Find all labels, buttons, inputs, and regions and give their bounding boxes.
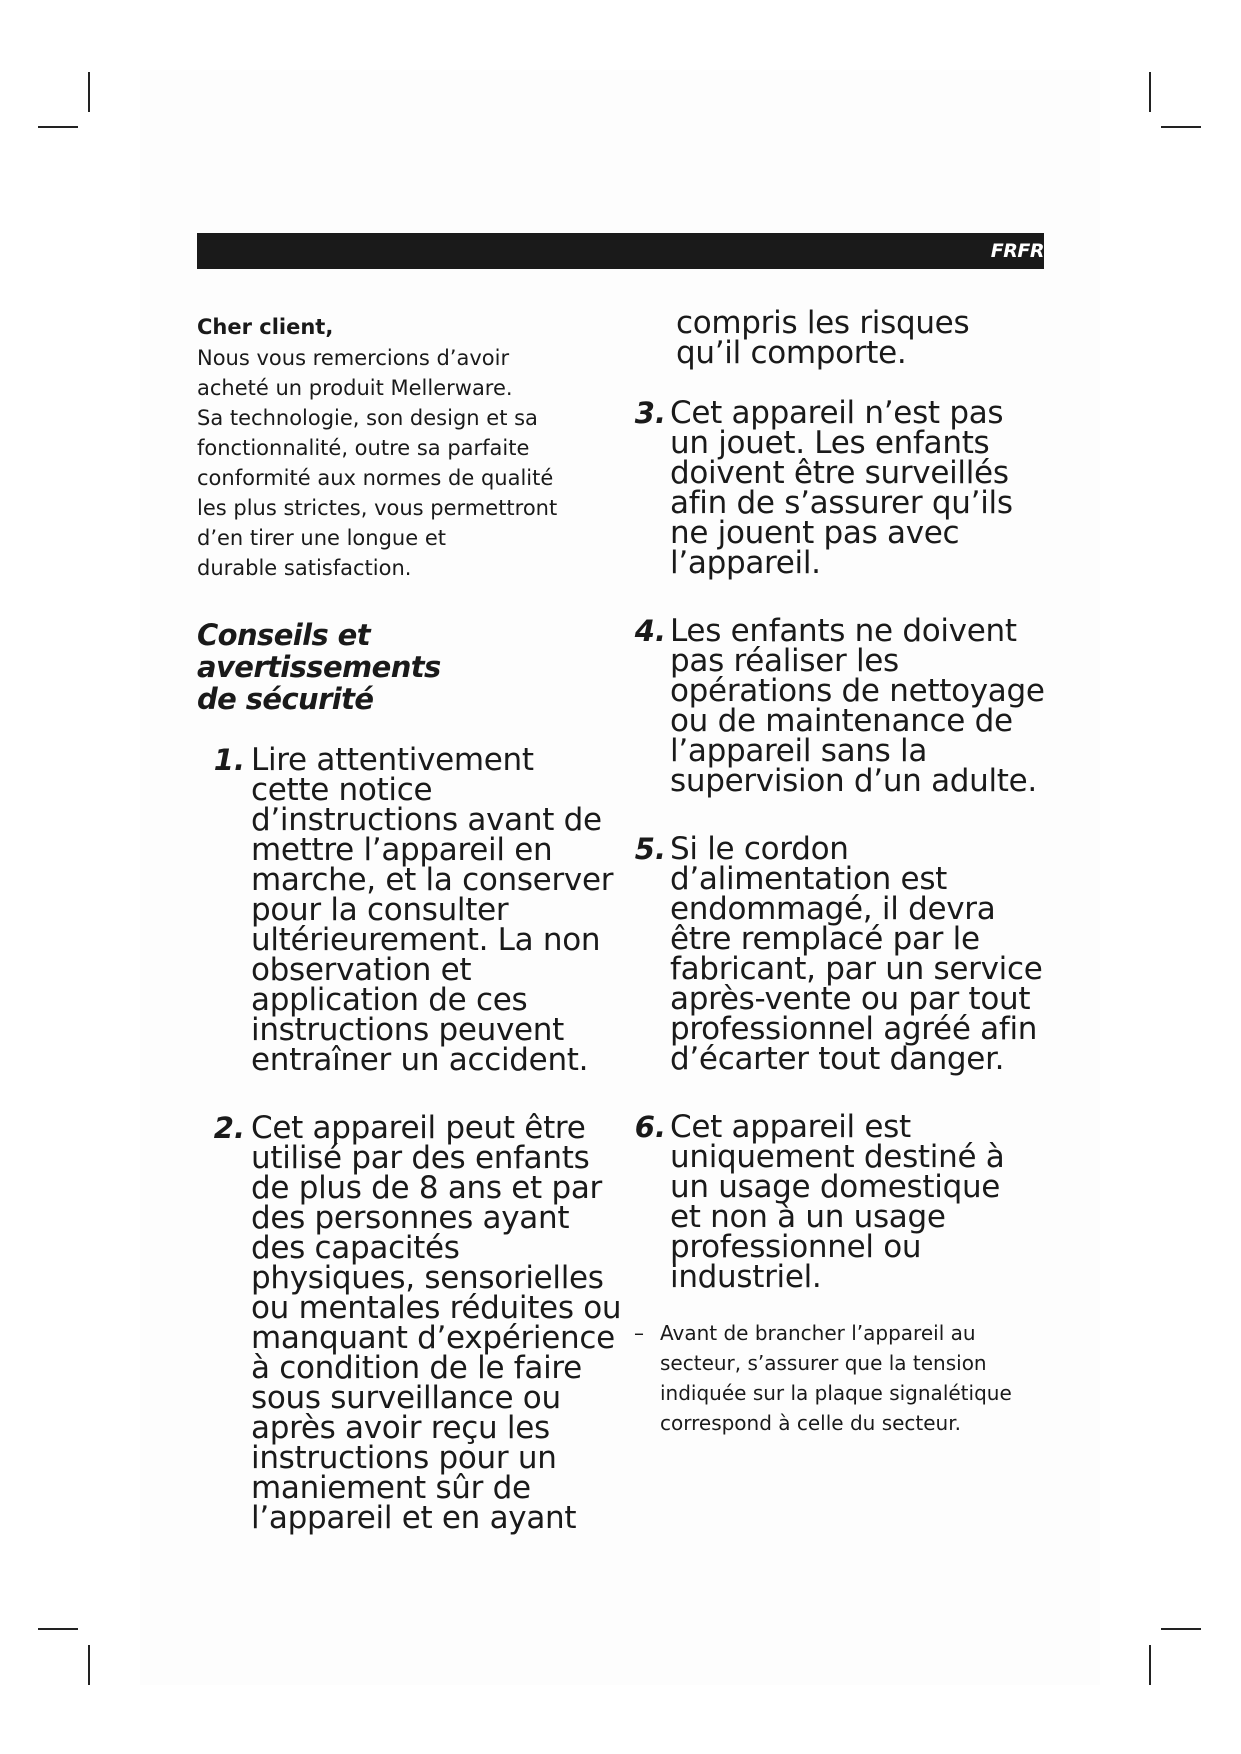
item-number: 2. xyxy=(213,1111,245,1145)
item-continuation: compris les risques qu’il comporte. xyxy=(676,305,970,371)
greeting: Cher client, xyxy=(197,315,334,339)
list-item xyxy=(630,395,1015,581)
right-column xyxy=(634,305,1046,1438)
crop-mark xyxy=(38,126,78,128)
intro-line: les plus strictes, vous permettront xyxy=(197,496,558,520)
item-text: Cet appareil peut être utilisé par des enfants de plus de 8 ans et par des personnes ayant des capacités physiques, sensorielles ou mentales réduites ou manquant d’expérience à condition de le faire sous surveillance ou après avoir reçu les instructions pour un maniement sûr de l’appareil et en ayant xyxy=(251,1110,622,1536)
note-dash: – xyxy=(634,1321,644,1345)
section-title xyxy=(197,619,617,715)
crop-mark xyxy=(38,1628,78,1630)
note xyxy=(634,1318,1050,1438)
crop-mark xyxy=(1161,126,1201,128)
item-number: 1. xyxy=(213,743,245,777)
crop-mark xyxy=(1149,1645,1151,1685)
list-item xyxy=(207,1110,631,1536)
section-title-line: Conseils et avertissements xyxy=(197,618,441,684)
item-text: Si le cordon d’alimentation est endommagé, il devra être remplacé par le fabricant, par un service après-vente ou par tout professionnel agréé afin d’écarter tout danger. xyxy=(670,831,1043,1077)
list-item xyxy=(630,831,1050,1077)
item-text: Les enfants ne doivent pas réaliser les opérations de nettoyage ou de maintenance de l’appareil sans la supervision d’un adulte. xyxy=(670,613,1045,799)
intro-line: fonctionnalité, outre sa parfaite xyxy=(197,436,530,460)
intro-line: d’en tirer une longue et xyxy=(197,526,446,550)
item-number: 6. xyxy=(634,1110,666,1144)
intro-line: Nous vous remercions d’avoir xyxy=(197,346,510,370)
left-column xyxy=(197,315,622,1571)
crop-mark xyxy=(88,1645,90,1685)
crop-mark xyxy=(1161,1628,1201,1630)
item-number: 4. xyxy=(634,614,666,648)
crop-mark xyxy=(1149,72,1151,112)
item-text: Cet appareil est uniquement destiné à un usage domestique et non à un usage professionnel ou industriel. xyxy=(670,1109,1005,1295)
list-item xyxy=(207,742,621,1078)
section-title-line: de sécurité xyxy=(197,682,374,716)
intro-line: conformité aux normes de qualité xyxy=(197,466,554,490)
intro-paragraph xyxy=(197,343,617,583)
item-number: 5. xyxy=(634,832,666,866)
item-number: 3. xyxy=(634,396,666,430)
list-item xyxy=(630,1109,1015,1295)
intro-line: acheté un produit Mellerware. xyxy=(197,376,513,400)
header-bar xyxy=(197,233,1044,269)
note-text: Avant de brancher l’appareil au secteur, s’assurer que la tension indiquée sur la plaque signalétique correspond à celle du secteur. xyxy=(660,1321,1012,1435)
item-text: Lire attentivement cette notice d’instructions avant de mettre l’appareil en marche, et la conserver pour la consulter ultérieurement. La non observation et application de ces instructions peuvent entraîner un accident. xyxy=(251,742,614,1078)
language-code: FRFR xyxy=(990,240,1044,262)
list-item xyxy=(630,613,1045,799)
item-text: Cet appareil n’est pas un jouet. Les enfants doivent être surveillés afin de s’assurer qu’ils ne jouent pas avec l’appareil. xyxy=(670,395,1013,581)
intro-line: Sa technologie, son design et sa xyxy=(197,406,538,430)
intro-line: durable satisfaction. xyxy=(197,556,412,580)
crop-mark xyxy=(88,72,90,112)
